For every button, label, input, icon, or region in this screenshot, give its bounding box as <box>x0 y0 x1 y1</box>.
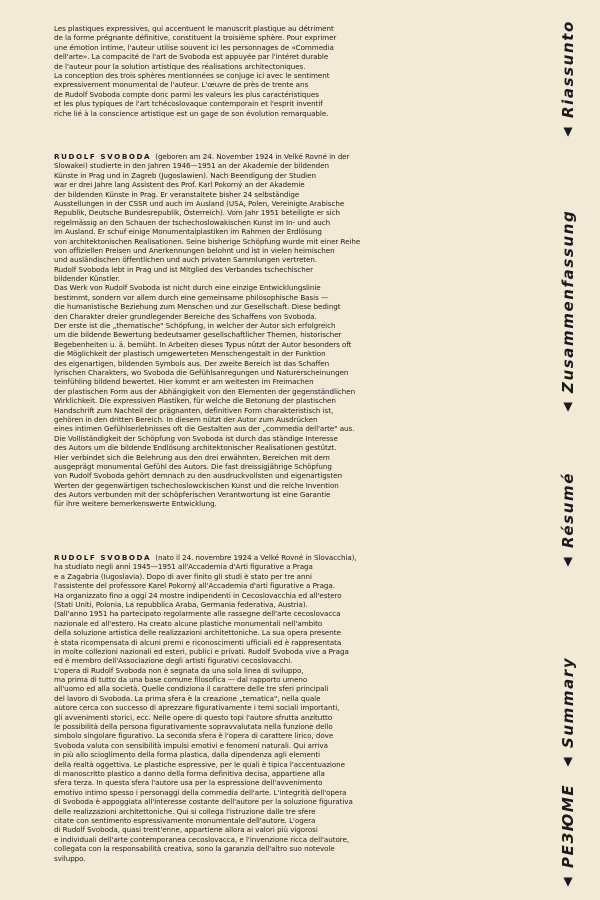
triangle-icon: ▲ <box>561 124 575 140</box>
text-line: expressivement monumental de l'auteur. L'œuvre de près de trente ans <box>54 80 309 90</box>
text-line: in più allo scioglimento della forma plastica, dalla dipendenza agli elementi <box>54 750 321 760</box>
text-line: des Autors um die bildende Endlösung architektonischer Realisationen gestützt. <box>54 443 337 453</box>
text-line: citate con sentimento espressivamente monumentale dell'autore. L'ogera <box>54 815 316 825</box>
text-line-lead: (geboren am 24. November 1924 in Velké Rovné in der <box>155 152 350 161</box>
text-line: der plastischen Form aus der Abhängigkeit von den Elementen der gegenständlichen <box>54 386 356 396</box>
text-line: Werten der gegenwärtigen tschechoslowckischen Kunst und die reiche Invention <box>54 480 339 490</box>
text-line: L'opera di Rudolf Svoboda non è segnata da una sola linea di sviluppo, <box>54 665 304 675</box>
text-line: gli avvenimenti storici, ecc. Nelle opere di questo topi l'autore sfrutta anzitutto <box>54 712 333 722</box>
text-line: von architektonischen Realisationen. Seine bisherige Schöpfung wurde mit einer Reihe <box>54 236 361 246</box>
text-line: den Charakter dreier grundlegender Bereiche des Schaffens von Svoboda. <box>54 311 317 321</box>
text-line: des Autors verbunden mit der schöpferischen Verantwortung ist eine Garantie <box>54 490 331 500</box>
text-line: Begebenheiten u. ä. bemüht. In Arbeiten dieses Typus nützt der Autor besonders oft <box>54 339 352 349</box>
text-line: Das Werk von Rudolf Svoboda ist nicht durch eine einzige Entwicklungslinie <box>54 283 321 293</box>
text-line: Republik, Deutsche Bundesrepublik, Österreich). Vom Jahr 1951 beteiligte er sich <box>54 208 340 218</box>
text-line: La conception des trois sphères mentionnées se conjuge ici avec le sentiment <box>54 70 330 80</box>
text-line: l'assistente del professore Karel Pokorný all'Accademia d'arti figurative a Praga. <box>54 581 335 591</box>
text-line: der bildenden Künste in Prag. Er veranstaltete bisher 24 selbständige <box>54 189 300 199</box>
french-text-block <box>54 24 520 118</box>
text-line: riche lié à la conscience artistique est un gage de son évolution remarquable. <box>54 108 329 118</box>
text-line: collegata con la responsabilità creativa, sono la garanzia dell'altro suo notevole <box>54 844 335 854</box>
text-line: bildender Künstler. <box>54 274 120 284</box>
text-line: ed è membro dell'Associazione degli artisti figurativi cecoslovacchi. <box>54 656 293 666</box>
text-line: Wirklichkeit. Die expressiven Plastiken, für welche die Betonung der plastischen <box>54 396 336 406</box>
text-line: dell'arte». La compacité de l'art de Svoboda est appuyée par l'intéret durable <box>54 52 329 62</box>
sidebar-label-pe3iome <box>548 784 588 890</box>
text-line: Dall'anno 1951 ha partecipato regolarmente alle rassegne dell'arte cecoslovacca <box>54 609 341 619</box>
text-line: di Rudolf Svoboda, quasi trent'enne, appartiene allora ai valori più vigorosi <box>54 825 318 835</box>
text-line: è stata ricompensata di alcuni premi e riconoscimenti ufficiali ed è rappresentata <box>54 637 342 647</box>
text-line: Rudolf Svoboda lebt in Prag und ist Mitglied des Verbandes tschechischer <box>54 264 313 274</box>
text-line: Der erste ist die „thematische" Schöpfung, in welcher der Autor sich erfolgreich <box>54 321 336 331</box>
text-line: bestimmt, sondern vor allem durch eine gemeinsame philosophische Basis — <box>54 292 329 302</box>
text-line: gehören in den dritten Bereich. In diesem nützt der Autor zum Ausdrücken <box>54 414 318 424</box>
text-line: im Ausland. Er schuf einige Monumentalplastiken im Rahmen der Erdlösung <box>54 227 322 237</box>
text-line: Svoboda valuta con sensibilità impulsi emotivi e fenomeni naturali. Qui arriva <box>54 740 328 750</box>
author-name: RUDOLF SVOBODA <box>54 152 152 161</box>
text-line: di manoscritto plastico a danno della forma definitiva decisa, appartiene alla <box>54 768 325 778</box>
text-line: une émotion intime, l'auteur utilise souvent ici les personnages de «Commedia <box>54 42 334 52</box>
text-line: le possibilità della persona figurativamente sopravvalutata nella funzione dello <box>54 722 333 732</box>
text-line: des eigenartigen, bildenden Symbols aus. Der zweite Bereich ist das Schaffen <box>54 358 330 368</box>
text-line: ausgeprägt monumental Gefühl des Autors. Die fast dreissigjährige Schöpfung <box>54 461 332 471</box>
text-line-lead: (nato il 24. novembre 1924 a Velké Rovné in Slovacchia), <box>155 553 357 562</box>
text-line: de Rudolf Svoboda compte donc parmi les valeurs les plus caractéristiques <box>54 89 319 99</box>
text-line: nazionale ed all'estero. Ha creato alcune plastiche monumentali nell'ambito <box>54 618 323 628</box>
text-line: von offiziellen Preisen und Anerkennungen belohnt und ist in vielen heimischen <box>54 245 335 255</box>
triangle-icon: ▲ <box>561 399 575 415</box>
text-line: Les plastiques expressives, qui accentuent le manuscrit plastique au détriment <box>54 24 334 33</box>
text-line: Handschrift zum Nachteil der prägnanten, definitiven Form charakteristisch ist, <box>54 405 334 415</box>
text-line <box>54 152 520 161</box>
text-line: sfera terza. In questa sfera l'autore usa per la espressione dell'avvenimento <box>54 778 323 788</box>
text-line: regelmässig an den Schauen der tschechoslowakischen Kunst im In- und auch <box>54 217 331 227</box>
german-text-block <box>54 152 520 509</box>
text-line: teinfühling bildend bewertet. Hier kommt er am weitesten im Freimachen <box>54 377 314 387</box>
text-line: ha studiato negli anni 1945—1951 all'Accademia d'Arti figurative a Praga <box>54 562 313 572</box>
sidebar-label-riassunto <box>548 10 588 140</box>
sidebar-label-summary <box>548 657 588 770</box>
italian-text-block <box>54 553 520 863</box>
text-line: e a Zagabria (Iugoslavia). Dopo di aver finito gli studi è stato per tre anni <box>54 571 312 581</box>
text-line: et les plus typiques de l'art tchécoslovaque contemporain et l'esprit inventif <box>54 99 323 109</box>
riassunto-label: Riassunto <box>559 20 577 119</box>
pe3iome-label: РЕЗЮМЕ <box>559 784 577 869</box>
text-line: (Stati Uniti, Polonia, La repubblica Araba, Germania federativa, Austria). <box>54 599 308 609</box>
text-line: delle realizzazioni architettoniche. Qui si collega l'istruzione dalle tre sfere <box>54 806 316 816</box>
text-line: in molte collezioni nazionali ed esteri, publici e privati. Rudolf Svoboda vive a Praga <box>54 646 349 656</box>
text-line: die humanistische Beziehung zum Menschen und zur Gesellschaft. Diese bedingt <box>54 302 341 312</box>
text-line: Slowakei) studierte in den Jahren 1946—1951 an der Akademie der bildenden <box>54 161 329 171</box>
resume-label: Résumé <box>559 472 577 549</box>
text-line: autore cerca con successo di aprezzare figurativamente i temi sociali importanti, <box>54 703 340 713</box>
text-line: di Svoboda è appoggiata all'interesse costante dell'autore per la soluzione figurativa <box>54 797 353 807</box>
text-line: della soluzione artistica delle realizzazioni architettoniche. La sua opera presente <box>54 628 341 638</box>
text-line: sviluppo. <box>54 853 86 863</box>
text-line: um die bildende Bewertung bedeutsamer gesellschaftlicher Themen, historischer <box>54 330 342 340</box>
text-line: Künste in Prag und in Zagreb (Jugoslawien). Nach Beendigung der Studien <box>54 170 316 180</box>
language-sidebar <box>548 0 588 900</box>
text-line: Ha organizzato fino a oggi 24 mostre indipendenti in Cecoslovacchia ed all'estero <box>54 590 342 600</box>
text-line: von Rudolf Svoboda gehört demnach zu den ausdruckvollsten und eigenartigsten <box>54 471 342 481</box>
text-line: und ausländischen öffentlichen und auch privaten Sammlungen vertreten. <box>54 255 318 265</box>
text-line: del lavoro di Svoboda. La prima sfera è la creazione „tematica", nella quale <box>54 693 321 703</box>
text-line: simbolo singolare figurativo. La seconda sfera è l'opera di carattere lirico, dove <box>54 731 334 741</box>
text-line: die Möglichkeit der plastisch umgewerteten Menschengestalt in der Funktion <box>54 349 326 359</box>
text-line: Ausstellungen in der CSSR und auch im Ausland (USA, Polen, Vereinigte Arabische <box>54 198 345 208</box>
text-line: Die Volliständigkeit der Schöpfung von Svoboda ist durch das ständige Interesse <box>54 433 338 443</box>
zusammenfassung-label: Zusammenfassung <box>559 210 577 394</box>
text-line: lyrischen Charakters, wo Svoboda die Gefühlsanregungen und Naturerscheinungen <box>54 367 349 377</box>
text-line: all'uomo ed alla società. Quelle condiziona il carattere delle tre sferi principali <box>54 684 329 694</box>
text-line: emotivo intimo spesso i personaggi della commedia dell'arte. L'integrità dell'opera <box>54 787 347 797</box>
text-line <box>54 553 520 562</box>
text-line: für ihre weitere bemerkenswerte Entwicklung. <box>54 499 217 509</box>
text-line: war er drei Jahre lang Assistent des Prof. Karl Pokorný an der Akademie <box>54 180 305 190</box>
text-line: eines intimen Gefühlserlebnisses oft die Gestalten aus der „commedia dell'arte" aus. <box>54 424 355 434</box>
sidebar-label-resume <box>548 470 588 570</box>
sidebar-label-zusammenfassung <box>548 200 588 415</box>
summary-label: Summary <box>559 657 577 749</box>
text-line: de l'auteur pour la solution artistique des réalisations architectoniques. <box>54 61 306 71</box>
text-line: de la forme prégnante définitive, constituent la troisième sphère. Pour exprimer <box>54 33 337 43</box>
triangle-icon: ▲ <box>561 754 575 770</box>
triangle-icon: ▲ <box>561 874 575 890</box>
text-line: ma prima di tutto da una base comune filosofica — dal rapporto umeno <box>54 675 308 685</box>
text-line: della realtà oggettiva. Le plastiche espressive, per le quali è tipica l'accentuazione <box>54 759 345 769</box>
author-name: RUDOLF SVOBODA <box>54 553 152 562</box>
triangle-icon: ▲ <box>561 554 575 570</box>
text-line: Hier verbindet sich die Belehrung aus den drei erwähnten. Bereichen mit dem <box>54 452 330 462</box>
text-line: e individuali dell'arte contemporanea cecoslovacca, e l'invenzione ricca dell'autore, <box>54 834 350 844</box>
